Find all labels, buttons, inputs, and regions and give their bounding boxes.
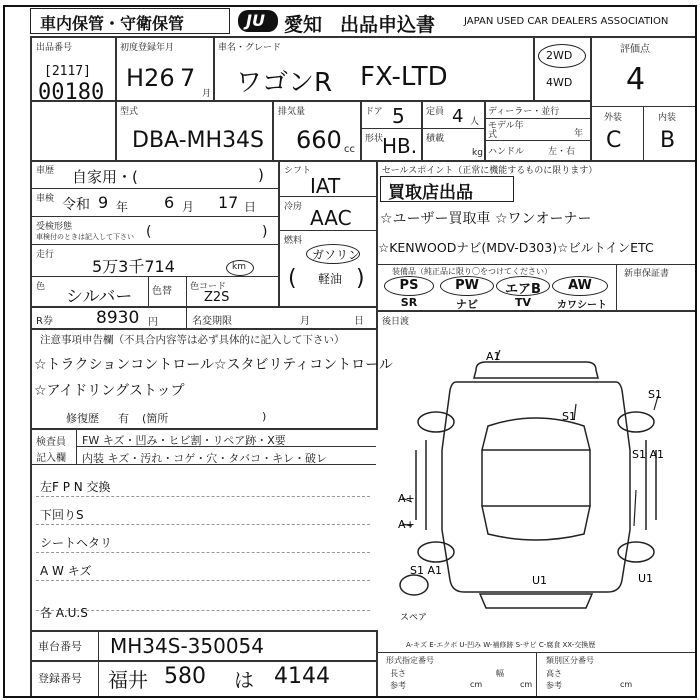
association-jp: 愛知 — [284, 14, 323, 36]
fuel-label: 燃料 — [284, 236, 303, 246]
expiry-month-unit: 月 — [300, 316, 310, 327]
repair-place: (箇所 — [142, 412, 169, 425]
rule-dealer-row2 — [484, 140, 590, 141]
displacement-value: 660 — [296, 126, 342, 154]
shift-value: IAT — [310, 174, 341, 198]
diagram-mark-s1a1-left: S1 A1 — [410, 564, 443, 577]
later-label: 後日渡 — [382, 317, 410, 327]
rule-insp-row — [30, 216, 278, 217]
association-en: JAPAN USED CAR DEALERS ASSOCIATION — [464, 16, 669, 27]
rule-drive-col — [533, 36, 535, 100]
displacement-label: 排気量 — [278, 107, 306, 117]
expiry-label: 名変期限 — [192, 316, 232, 327]
equip-tv: TV — [514, 296, 532, 309]
note-label-b: 参考 — [546, 681, 562, 690]
note-label-a: 参考 — [390, 681, 406, 690]
note-line-4 — [36, 580, 370, 581]
rule-plate-top — [30, 660, 376, 662]
inspector-note-5: 各 A.U.S — [40, 606, 88, 620]
history-label: 車歴 — [36, 166, 55, 176]
diagram-mark-s1a1-right: S1 A1 — [632, 448, 665, 461]
model-grade: FX-LTD — [360, 62, 448, 92]
height-label: 高さ — [546, 669, 562, 678]
rule-chassis-top — [30, 630, 376, 632]
new-warranty-label: 新車保証書 — [624, 269, 670, 279]
recycle-label: R券 — [36, 316, 53, 327]
diagram-mark-u1-rear: U1 — [532, 574, 548, 587]
fuel-gasoline: ガソリン — [312, 248, 361, 262]
diagram-mark-a1-top: A1 — [486, 350, 501, 363]
type-value: DBA-MH34S — [132, 128, 265, 153]
exterior-label: 外装 — [604, 113, 623, 123]
acceptance-close: ) — [262, 224, 268, 240]
chassis-label: 車台番号 — [38, 640, 82, 653]
load-unit: kg — [472, 148, 483, 158]
notes-line-2: ☆アイドリングストップ — [34, 383, 185, 399]
ac-label: 冷房 — [284, 202, 303, 212]
registration-label: 初度登録年月 — [120, 43, 175, 53]
equip-navi: ナビ — [456, 298, 478, 311]
width-label: 幅 — [496, 669, 504, 678]
rule-rating-col — [590, 36, 592, 160]
equip-ps: PS — [399, 278, 419, 293]
fuel-paren-right: ) — [356, 266, 365, 291]
inspector-label-2: 記入欄 — [36, 453, 66, 464]
doors-value: 5 — [392, 104, 405, 128]
mileage-unit: km — [232, 262, 246, 272]
lot-bracket: [2117] — [44, 64, 91, 79]
rating-label: 評価点 — [620, 44, 650, 55]
rating-value: 4 — [626, 62, 646, 97]
four-wd: 4WD — [546, 76, 573, 89]
plate-kana: は — [234, 668, 254, 692]
model-year-label: モデル年式 — [488, 121, 524, 140]
rule-dim-mid — [536, 652, 537, 696]
color-value: シルバー — [66, 287, 133, 307]
form-number-label: 形式指定番号 — [386, 656, 434, 665]
ac-value: AAC — [310, 206, 352, 230]
exterior-grade: C — [606, 128, 622, 153]
rule-door-col — [360, 100, 362, 160]
acceptance-open: ( — [146, 224, 152, 240]
plate-class: 580 — [164, 664, 206, 689]
lot-label: 出品番号 — [36, 43, 73, 53]
shape-value: HB. — [382, 134, 418, 158]
rule-hist-row — [30, 188, 278, 189]
car-diagram — [376, 330, 696, 630]
history-value: 自家用・( — [72, 168, 138, 186]
rule-insp-col — [76, 428, 77, 464]
inspection-month: 6 — [164, 193, 175, 212]
rule-dealer-row — [484, 118, 590, 119]
rule-notes-bottom — [30, 428, 376, 430]
fuel-paren-left: ( — [288, 266, 297, 291]
rule-top — [30, 36, 695, 38]
form-title: 出品申込書 — [340, 14, 436, 36]
mileage-value: 5万3千714 — [92, 257, 175, 276]
shape-label: 形状 — [365, 134, 384, 144]
inspector-note-1: 左F P N 交換 — [40, 480, 111, 494]
note-line-2 — [36, 524, 370, 525]
recycle-unit: 円 — [148, 317, 158, 328]
inspector-label-1: 検査員 — [36, 437, 66, 448]
plate-label: 登録番号 — [38, 672, 82, 685]
inspector-note-4: A W キズ — [40, 564, 92, 578]
displacement-unit: cc — [344, 144, 355, 155]
diagram-mark-u1-right: U1 — [638, 572, 654, 585]
note-line-1 — [36, 496, 370, 497]
capacity-value: 4 — [452, 106, 464, 127]
model-year-unit: 年 — [574, 129, 584, 139]
buy-shop: 買取店出品 — [388, 183, 473, 203]
equip-sr: SR — [400, 296, 418, 309]
inspector-note-3: シートヘタリ — [40, 536, 113, 550]
rule-dealer-col — [484, 100, 486, 160]
rule-accept-row — [30, 244, 278, 245]
registration-year: H26 — [126, 64, 175, 92]
interior-label: 内装 — [658, 113, 677, 123]
color-code: Z2S — [204, 290, 230, 305]
rule-shape-row — [360, 128, 484, 129]
inspection-label: 車検 — [36, 194, 55, 204]
inspection-day-unit: 日 — [244, 200, 257, 214]
handle-label: ハンドル — [488, 147, 525, 157]
rule-recycle-row — [30, 328, 376, 330]
acceptance-sub: 車検付のときは記入して下さい — [36, 233, 134, 241]
dealer-label: ディーラー・並行 — [488, 107, 560, 117]
rule-color-split — [148, 276, 149, 306]
rule-mid-col — [278, 160, 280, 306]
inspection-month-unit: 月 — [182, 200, 195, 214]
rule-left-col — [30, 36, 32, 696]
ju-logo-text: JU — [246, 11, 265, 30]
inspector-int-row: 内装 キズ・汚れ・コゲ・穴・タバコ・キレ・破レ — [82, 452, 328, 465]
equip-aw: AW — [568, 278, 592, 293]
rule-lot-col — [115, 36, 117, 160]
repair-value: 有 — [118, 412, 129, 425]
damage-legend: A-キズ E-エクボ U-凹み W-補修跡 S-サビ C-腐食 XX-交換歴 — [406, 641, 596, 649]
history-close: ) — [258, 166, 264, 184]
rule-row1 — [30, 100, 590, 102]
expiry-day-unit: 日 — [354, 316, 364, 327]
equip-airbag: エアB — [505, 282, 541, 297]
registration-month: 7 — [180, 64, 196, 92]
recycle-value: 8930 — [96, 308, 140, 328]
notes-line-1: ☆トラクションコントロール☆スタビリティコントロール — [34, 357, 393, 373]
diagram-mark-a-plus-1: A+ — [398, 492, 415, 505]
rule-chassis-col — [98, 630, 99, 696]
rule-row2 — [30, 160, 695, 162]
diagram-mark-a-plus-2: A+ — [398, 518, 415, 531]
inspector-note-2: 下回りS — [40, 508, 84, 522]
model-label: 車名・グレード — [218, 43, 282, 53]
rule-chassis-right — [376, 630, 378, 696]
inspector-fw-row: FW キズ・凹み・ヒビ割・リペア跡・X要 — [82, 434, 286, 447]
capacity-unit: 人 — [470, 117, 480, 127]
diagram-mark-s1-roof: S1 — [562, 410, 576, 423]
inspection-year-unit: 年 — [116, 200, 129, 214]
lot-number: 00180 — [38, 80, 105, 105]
diagram-spare-label: スペア — [400, 613, 428, 623]
inspection-era: 令和 — [62, 197, 90, 213]
height-unit: cm — [620, 680, 633, 689]
rule-rating-split — [643, 106, 644, 160]
length-unit: cm — [470, 680, 483, 689]
mileage-label: 走行 — [36, 250, 55, 260]
inspection-year: 9 — [98, 193, 109, 212]
handle-options: 左・右 — [548, 147, 576, 157]
repair-label: 修復歴 — [66, 412, 99, 425]
interior-grade: B — [660, 128, 676, 153]
chassis-value: MH34S-350054 — [110, 634, 265, 658]
sales-line-1: ☆ユーザー買取車 ☆ワンオーナー — [380, 211, 592, 227]
rule-reg-col — [213, 36, 215, 100]
color-code-label: 色コード — [190, 282, 227, 292]
rule-equip-top — [376, 264, 695, 265]
capacity-label: 定員 — [426, 107, 445, 117]
rule-code-split — [186, 276, 187, 306]
width-unit: cm — [520, 680, 533, 689]
equip-pw: PW — [455, 278, 479, 293]
sales-points-label: セールスポイント（正常に機能するものに限ります） — [382, 166, 598, 176]
category-number-label: 類別区分番号 — [546, 656, 594, 665]
shift-label: シフト — [284, 166, 312, 176]
model-name: ワゴンR — [236, 68, 333, 98]
rule-recycle-split — [186, 306, 187, 328]
sales-line-2: ☆KENWOODナビ(MDV-D303)☆ビルトインETC — [378, 240, 654, 255]
plate-number: 4144 — [274, 664, 330, 689]
notes-label: 注意事項申告欄（不具合内容等は必ず具体的に記入して下さい） — [40, 334, 345, 346]
repair-close: ) — [262, 410, 267, 423]
diagram-mark-s1-right: S1 — [648, 388, 662, 401]
equipment-label: 装備品（純正品に限り〇をつけてください） — [392, 267, 552, 276]
equip-leather: カワシート — [557, 300, 607, 311]
paint-label: 色替 — [152, 286, 172, 297]
two-wd: 2WD — [546, 49, 573, 62]
fuel-diesel: 軽油 — [318, 272, 343, 286]
storage-note: 車内保管・守衛保管 — [40, 14, 185, 33]
doors-label: ドア — [365, 107, 383, 117]
rule-cap-col — [421, 100, 423, 160]
rule-warranty-col — [616, 264, 617, 310]
registration-month-unit: 月 — [202, 89, 212, 99]
load-label: 積載 — [426, 134, 445, 144]
length-label: 長さ — [390, 669, 406, 678]
rule-disp-col — [272, 100, 274, 160]
inspection-day: 17 — [218, 193, 239, 212]
plate-region: 福井 — [108, 668, 148, 692]
note-line-3 — [36, 552, 370, 553]
type-label: 型式 — [120, 107, 139, 117]
rule-equip-bottom — [376, 310, 695, 312]
rule-ac-row — [278, 230, 376, 231]
acceptance-label: 受検形態 — [36, 222, 73, 232]
color-label: 色 — [36, 282, 46, 292]
